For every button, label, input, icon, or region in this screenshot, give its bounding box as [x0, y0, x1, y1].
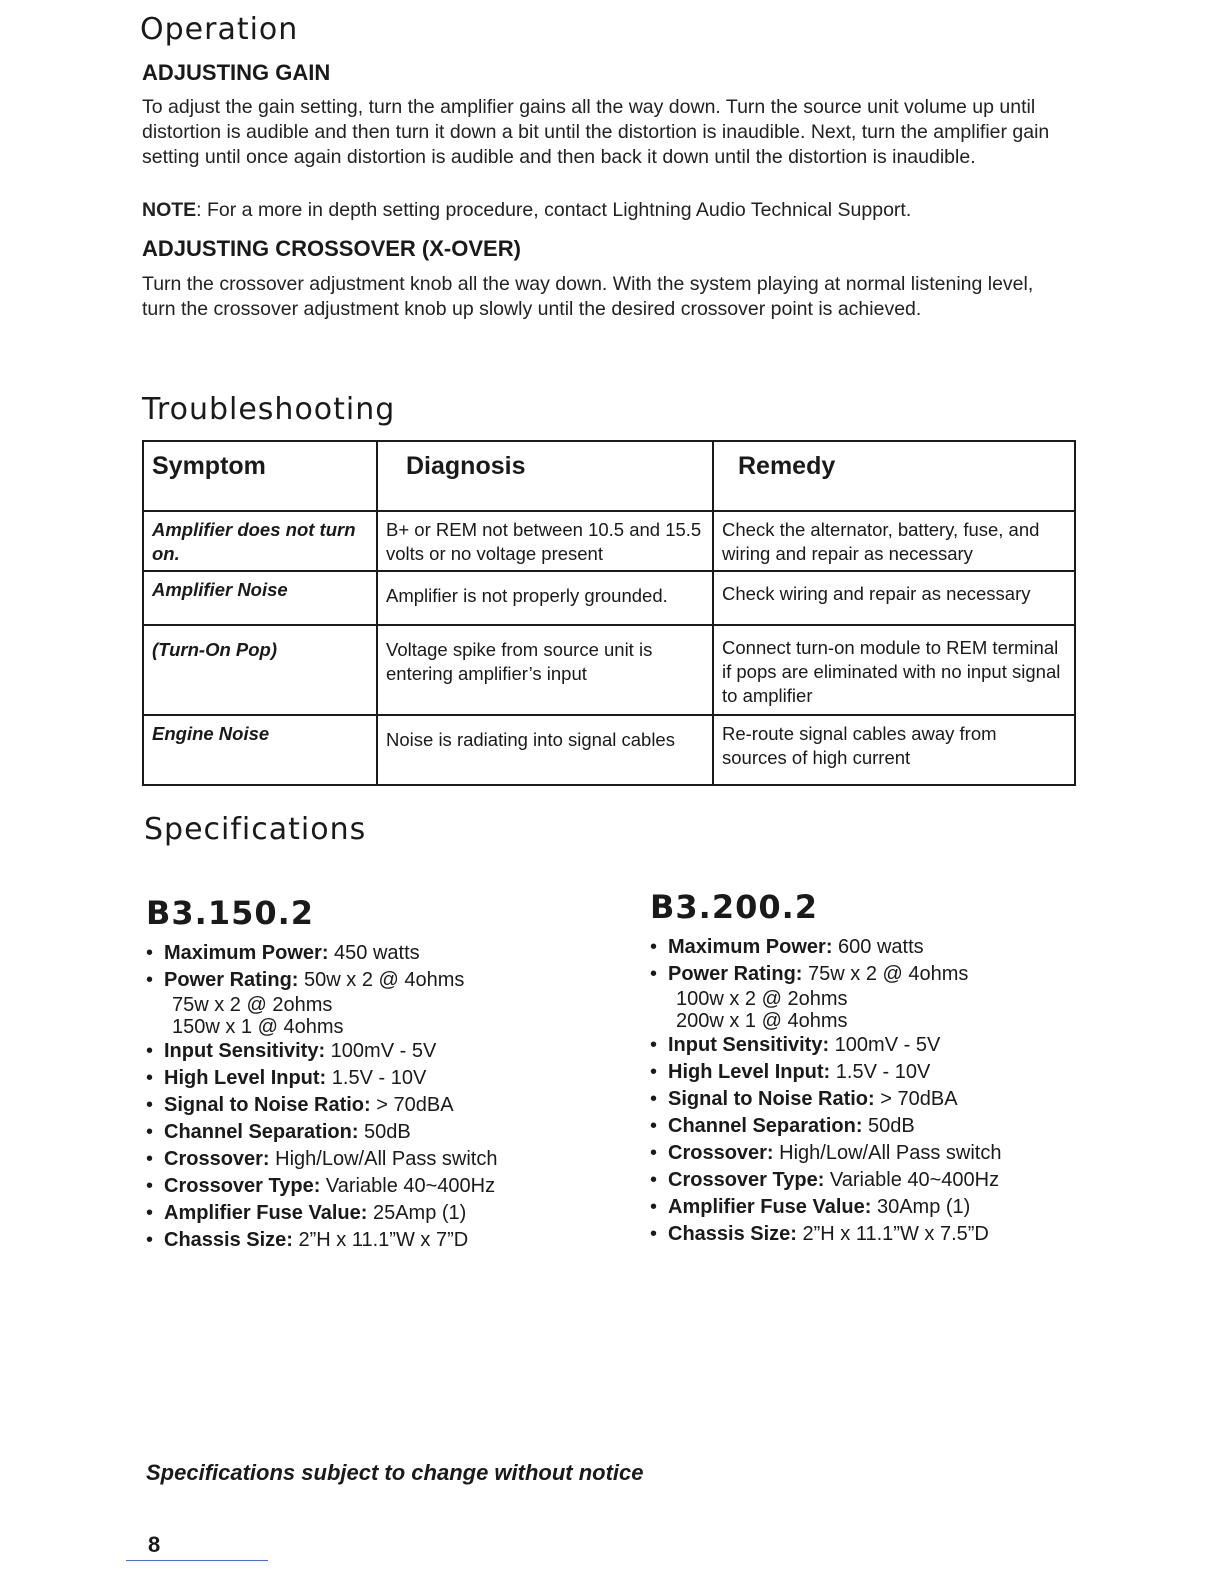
- adjusting-crossover-text: Turn the crossover adjustment knob all the way down. With the system playing at normal listening level, turn the crossover adjustment knob up slowly until the desired crossover point is achieved.: [142, 273, 1034, 320]
- spec-item: [146, 1119, 606, 1146]
- spec-list: [146, 940, 606, 1254]
- remedy-cell: Check wiring and repair as necessary: [713, 571, 1075, 625]
- model-title: B3.150.2: [146, 894, 315, 932]
- spec-label: Crossover Type:: [668, 1169, 825, 1191]
- spec-item: [146, 1227, 606, 1254]
- spec-label: Maximum Power:: [164, 942, 329, 964]
- header-remedy: Remedy: [713, 441, 1075, 511]
- spec-item: [650, 1221, 1110, 1248]
- spec-item: [146, 1146, 606, 1173]
- spec-item: [146, 1173, 606, 1200]
- table-row: [143, 715, 1075, 785]
- spec-item: [650, 1032, 1110, 1059]
- header-symptom: Symptom: [143, 441, 377, 511]
- spec-item: [146, 1200, 606, 1227]
- adjusting-gain-text: To adjust the gain setting, turn the amplifier gains all the way down. Turn the source unit volume up until distortion is audible and then turn it down a bit until the distortion is inaudible. Next, turn the amplifier gain setting until once again distortion is audible and then back it down until the distortion is inaudible.: [142, 96, 1050, 168]
- spec-label: Chassis Size:: [668, 1223, 797, 1245]
- footer-note: Specifications subject to change without notice: [146, 1460, 644, 1485]
- note-label: NOTE: [142, 199, 197, 221]
- diagnosis-cell: B+ or REM not between 10.5 and 15.5 volts or no voltage present: [377, 511, 713, 571]
- spec-value: > 70dBA: [370, 1094, 454, 1116]
- table-row: [143, 571, 1075, 625]
- table-row: [143, 511, 1075, 571]
- spec-label: Input Sensitivity:: [668, 1034, 830, 1056]
- spec-label: Amplifier Fuse Value:: [164, 1202, 368, 1224]
- spec-item: [146, 1092, 606, 1119]
- spec-label: Chassis Size:: [164, 1229, 293, 1251]
- spec-value: 50dB: [358, 1121, 411, 1143]
- spec-value: High/Low/All Pass switch: [773, 1142, 1002, 1164]
- spec-value: 450 watts: [328, 942, 420, 964]
- spec-item: [650, 934, 1110, 961]
- spec-value: 2”H x 11.1”W x 7.5”D: [796, 1223, 989, 1245]
- symptom-cell: (Turn-On Pop): [143, 625, 377, 715]
- spec-item: [650, 1167, 1110, 1194]
- spec-label: Maximum Power:: [668, 936, 833, 958]
- table-header-row: [143, 441, 1075, 511]
- spec-label: Crossover:: [668, 1142, 774, 1164]
- spec-item: [650, 1086, 1110, 1113]
- spec-item: [650, 1140, 1110, 1167]
- spec-item: [146, 1038, 606, 1065]
- spec-value: 50dB: [862, 1115, 915, 1137]
- diagnosis-cell: Voltage spike from source unit is entering amplifier’s input: [377, 625, 713, 715]
- spec-extra-line: 75w x 2 @ 2ohms: [172, 994, 333, 1016]
- spec-item: [650, 1194, 1110, 1221]
- troubleshooting-title: Troubleshooting: [142, 392, 396, 427]
- spec-value: 1.5V - 10V: [326, 1067, 427, 1089]
- symptom-cell: Amplifier Noise: [143, 571, 377, 625]
- spec-value: Variable 40~400Hz: [824, 1169, 1000, 1191]
- spec-value: 25Amp (1): [367, 1202, 467, 1224]
- note-paragraph: [142, 198, 1072, 223]
- spec-label: High Level Input:: [164, 1067, 327, 1089]
- table-row: [143, 625, 1075, 715]
- spec-label: Crossover Type:: [164, 1175, 321, 1197]
- spec-item: [146, 1065, 606, 1092]
- diagnosis-cell: Amplifier is not properly grounded.: [377, 571, 713, 625]
- spec-value: High/Low/All Pass switch: [269, 1148, 498, 1170]
- spec-label: Signal to Noise Ratio:: [668, 1088, 875, 1110]
- spec-item: [146, 967, 606, 1038]
- spec-item: [650, 961, 1110, 1032]
- spec-list: [650, 934, 1110, 1248]
- remedy-cell: Connect turn-on module to REM terminal if pops are eliminated with no input signal to amplifier: [713, 625, 1075, 715]
- header-diagnosis: Diagnosis: [377, 441, 713, 511]
- spec-item: [146, 940, 606, 967]
- model-title: B3.200.2: [650, 888, 819, 926]
- spec-value: 100mV - 5V: [829, 1034, 941, 1056]
- spec-label: High Level Input:: [668, 1061, 831, 1083]
- page-number: 8: [148, 1532, 161, 1557]
- spec-item: [650, 1059, 1110, 1086]
- operation-title: Operation: [140, 12, 299, 47]
- spec-value: 75w x 2 @ 4ohms: [802, 963, 969, 985]
- remedy-cell: Re-route signal cables away from sources of high current: [713, 715, 1075, 785]
- spec-label: Power Rating:: [164, 969, 299, 991]
- spec-label: Input Sensitivity:: [164, 1040, 326, 1062]
- spec-label: Channel Separation:: [668, 1115, 863, 1137]
- symptom-cell: Engine Noise: [143, 715, 377, 785]
- model-b3-150-2: [146, 894, 606, 1254]
- spec-value: 600 watts: [832, 936, 924, 958]
- spec-extra-line: 150w x 1 @ 4ohms: [172, 1016, 344, 1038]
- spec-value: 50w x 2 @ 4ohms: [298, 969, 465, 991]
- spec-label: Signal to Noise Ratio:: [164, 1094, 371, 1116]
- spec-extra-line: 100w x 2 @ 2ohms: [676, 988, 848, 1010]
- spec-label: Power Rating:: [668, 963, 803, 985]
- model-b3-200-2: [650, 888, 1110, 1248]
- spec-label: Crossover:: [164, 1148, 270, 1170]
- spec-extra-line: 200w x 1 @ 4ohms: [676, 1010, 848, 1032]
- spec-label: Channel Separation:: [164, 1121, 359, 1143]
- troubleshooting-table: [142, 440, 1076, 786]
- spec-value: 1.5V - 10V: [830, 1061, 931, 1083]
- spec-item: [650, 1113, 1110, 1140]
- spec-value: 100mV - 5V: [325, 1040, 437, 1062]
- specifications-title: Specifications: [144, 812, 367, 847]
- diagnosis-cell: Noise is radiating into signal cables: [377, 715, 713, 785]
- note-text: : For a more in depth setting procedure, contact Lightning Audio Technical Support.: [196, 199, 912, 221]
- adjusting-gain-heading: ADJUSTING GAIN: [142, 60, 331, 85]
- spec-label: Amplifier Fuse Value:: [668, 1196, 872, 1218]
- remedy-cell: Check the alternator, battery, fuse, and wiring and repair as necessary: [713, 511, 1075, 571]
- spec-value: Variable 40~400Hz: [320, 1175, 496, 1197]
- page-number-rule: [126, 1560, 268, 1561]
- spec-value: 2”H x 11.1”W x 7”D: [292, 1229, 469, 1251]
- adjusting-crossover-heading: ADJUSTING CROSSOVER (X-OVER): [142, 236, 521, 261]
- spec-value: 30Amp (1): [871, 1196, 971, 1218]
- symptom-cell: Amplifier does not turn on.: [143, 511, 377, 571]
- spec-value: > 70dBA: [874, 1088, 958, 1110]
